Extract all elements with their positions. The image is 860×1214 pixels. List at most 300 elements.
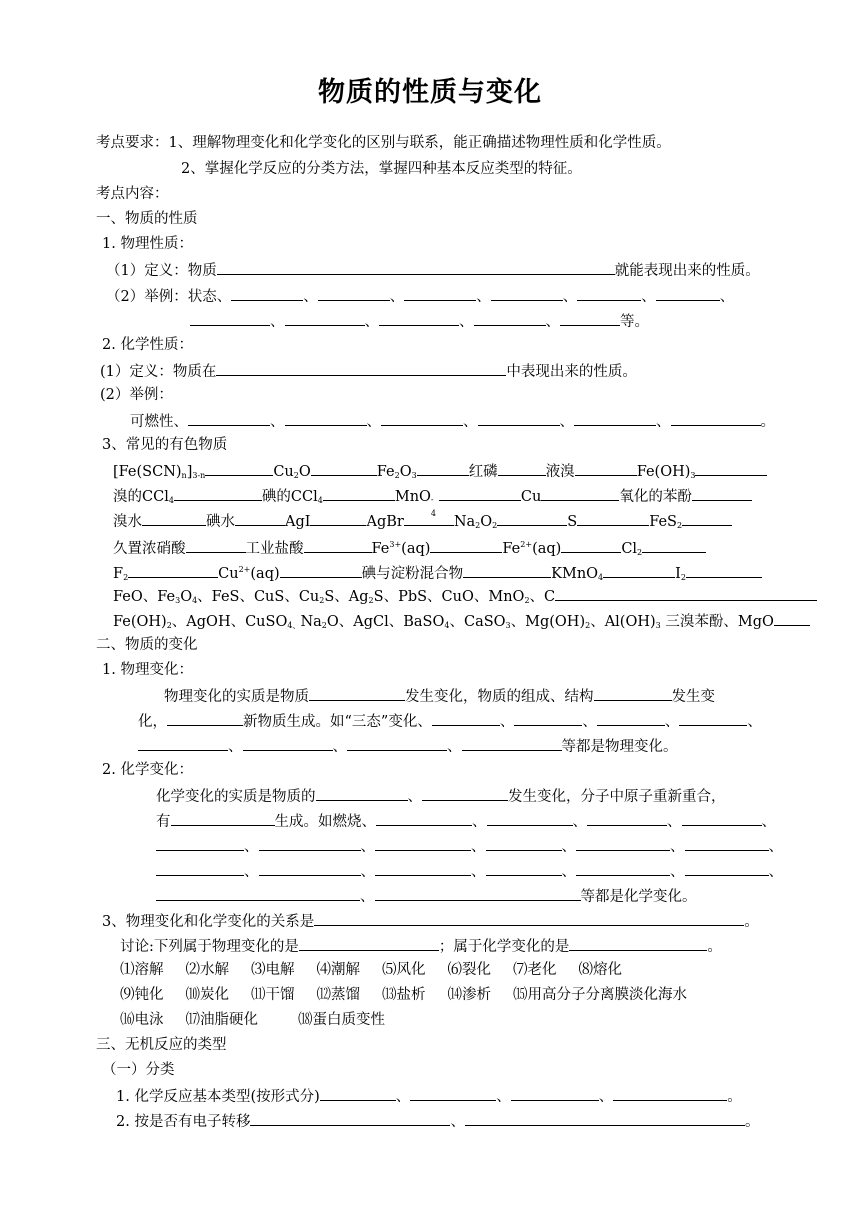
relationship-question <box>102 911 759 931</box>
classification-question-1 <box>116 1086 742 1106</box>
answer-blank[interactable] <box>695 461 767 476</box>
section-heading-changes: 二、物质的变化 <box>96 637 198 653</box>
comma: 、 <box>561 864 576 880</box>
formula: 碘的CCl <box>261 489 318 505</box>
answer-blank[interactable] <box>497 511 567 526</box>
comma: 、 <box>670 864 685 880</box>
formula: S、Ag <box>324 589 369 605</box>
physical-change-heading: 1. 物理变化： <box>102 662 193 678</box>
subscript: 2 <box>123 573 129 582</box>
physical-property-heading: 1. 物理性质： <box>102 236 193 252</box>
answer-blank[interactable] <box>692 486 752 501</box>
answer-blank[interactable] <box>439 486 521 501</box>
formula: Fe <box>376 464 395 480</box>
comma: 、 <box>360 864 375 880</box>
colored-substances-heading: 3、常见的有色物质 <box>102 437 228 453</box>
text: 化， <box>138 714 167 730</box>
examples-suffix: 等。 <box>620 314 649 330</box>
comma: 、 <box>360 839 375 855</box>
answer-blank[interactable] <box>486 861 562 876</box>
option-item: ⑹裂化 <box>447 962 491 978</box>
formula: O <box>480 514 493 530</box>
formula: FeO、Fe <box>113 589 176 605</box>
answer-blank[interactable] <box>376 811 472 826</box>
requirement-line-2: 2、掌握化学反应的分类方法，掌握四种基本反应类型的特征。 <box>181 161 582 177</box>
answer-blank[interactable] <box>574 411 656 426</box>
answer-blank[interactable] <box>314 911 744 926</box>
option-item: ⑸风化 <box>382 962 426 978</box>
comma: 、 <box>768 839 783 855</box>
formula: 、Mg(OH) <box>510 614 586 630</box>
colored-row-4 <box>113 536 706 562</box>
answer-blank[interactable] <box>487 811 573 826</box>
option-item: ⒀盐析 <box>382 987 426 1003</box>
answer-blank[interactable] <box>167 711 243 726</box>
comma: 、 <box>228 739 243 755</box>
answer-blank[interactable] <box>561 538 621 553</box>
comma: 、 <box>471 864 486 880</box>
answer-blank[interactable] <box>514 711 582 726</box>
comma: 、 <box>747 714 762 730</box>
option-item: ⑵水解 <box>185 962 229 978</box>
formula: 、C <box>529 589 556 605</box>
formula: F <box>113 566 124 582</box>
formula: [Fe(SCN) <box>113 464 182 480</box>
formula: KMnO <box>551 566 599 582</box>
subscript: 2 <box>293 471 299 480</box>
answer-blank[interactable] <box>156 861 244 876</box>
subscript: 2 <box>319 596 325 605</box>
formula: 、Al(OH) <box>590 614 656 630</box>
comma: 、 <box>447 739 462 755</box>
definition-prefix: （1）定义：物质 <box>106 263 217 279</box>
period: 。 <box>727 1089 742 1105</box>
answer-blank[interactable] <box>613 1086 727 1101</box>
subscript: 4、 <box>287 621 301 630</box>
option-item: ⒄油脂硬化 <box>185 1012 258 1028</box>
chemical-change-heading: 2. 化学变化： <box>102 762 193 778</box>
content-label: 考点内容： <box>96 186 169 202</box>
comma: 、 <box>476 289 491 305</box>
subscript: 2 <box>585 621 591 630</box>
section-heading-reaction-types: 三、无机反应的类型 <box>96 1037 227 1053</box>
formula: I <box>675 566 681 582</box>
substance-name: 久置浓硝酸 <box>113 541 186 557</box>
answer-blank[interactable] <box>577 511 649 526</box>
answer-blank[interactable] <box>280 563 362 578</box>
period: 。 <box>760 414 775 430</box>
subscript: 4 <box>444 621 450 630</box>
subscript: 3 <box>411 471 417 480</box>
answer-blank[interactable] <box>491 286 563 301</box>
answer-blank[interactable] <box>188 411 270 426</box>
subscript: 3 <box>175 596 181 605</box>
answer-blank[interactable] <box>205 461 273 476</box>
answer-blank[interactable] <box>316 786 408 801</box>
options-row-2 <box>120 986 687 1004</box>
options-row-3 <box>120 1011 385 1029</box>
comma: 、 <box>270 414 285 430</box>
answer-blank[interactable] <box>478 411 560 426</box>
subscript: 2 <box>524 596 530 605</box>
answer-blank[interactable] <box>174 486 262 501</box>
answer-blank[interactable] <box>323 486 395 501</box>
subscript: 2 <box>492 521 498 530</box>
answer-blank[interactable] <box>541 486 619 501</box>
text: 有 <box>156 814 171 830</box>
comma: 、 <box>244 839 259 855</box>
comma: 、 <box>463 414 478 430</box>
examples-prefix: （2）举例：状态、 <box>106 289 232 305</box>
comma: 、 <box>545 314 560 330</box>
subscript: n <box>181 471 187 480</box>
option-item: ⑷潮解 <box>316 962 360 978</box>
requirement-line-1 <box>96 134 671 152</box>
option-item: ⑼钝化 <box>120 987 164 1003</box>
text: 等都是化学变化。 <box>580 889 697 905</box>
classification-question-2 <box>116 1111 759 1131</box>
comma: 、 <box>389 289 405 305</box>
formula: Fe <box>371 541 390 557</box>
answer-blank[interactable] <box>685 861 769 876</box>
formula: AgI <box>285 514 311 530</box>
subscript: 2 <box>676 521 683 530</box>
classification-heading: （一）分类 <box>102 1062 175 1078</box>
answer-blank[interactable] <box>156 886 360 901</box>
answer-blank[interactable] <box>656 286 720 301</box>
answer-blank[interactable] <box>217 260 615 275</box>
answer-blank[interactable] <box>642 538 706 553</box>
comma: 、 <box>561 839 576 855</box>
definition-suffix: 就能表现出来的性质。 <box>614 263 760 279</box>
text: 物理变化的实质是物质 <box>164 689 309 705</box>
colored-row-1 <box>113 461 767 485</box>
discussion-question <box>120 936 722 956</box>
chemical-change-line-1 <box>156 786 726 806</box>
substance-name: 碘水 <box>206 514 235 530</box>
answer-blank[interactable] <box>682 811 762 826</box>
subscript: 2 <box>394 471 400 480</box>
formula: 、AgOH、CuSO <box>171 614 288 630</box>
answer-blank[interactable] <box>576 861 670 876</box>
answer-blank[interactable] <box>243 736 333 751</box>
text: 发生变 <box>671 689 715 705</box>
substance-name: 碘与淀粉混合物 <box>361 566 464 582</box>
comma: 、 <box>768 864 783 880</box>
answer-blank[interactable] <box>486 836 562 851</box>
comma: 、 <box>366 414 381 430</box>
answer-blank[interactable] <box>231 286 303 301</box>
answer-blank[interactable] <box>285 311 365 326</box>
subscript: 3-n <box>192 471 206 480</box>
answer-blank[interactable] <box>190 311 270 326</box>
answer-blank[interactable] <box>594 686 672 701</box>
comma: 、 <box>459 314 474 330</box>
formula: MnO <box>394 489 431 505</box>
text: ；属于化学变化的是 <box>438 939 570 955</box>
text: 发生变化，物质的组成、结构 <box>405 689 594 705</box>
formula: Cu <box>520 489 542 505</box>
answer-blank[interactable] <box>603 563 675 578</box>
answer-blank[interactable] <box>128 563 218 578</box>
answer-blank[interactable] <box>311 461 377 476</box>
chemical-change-line-2 <box>156 811 776 831</box>
formula: Cu <box>273 464 294 480</box>
option-item: ⑿蒸馏 <box>316 987 360 1003</box>
option-item: ⒁渗析 <box>447 987 491 1003</box>
text: 2. 按是否有电子转移 <box>116 1114 251 1130</box>
text: 发生变化，分子中原子重新重合， <box>508 789 726 805</box>
subscript: 2 <box>475 521 481 530</box>
formula: 溴的CCl <box>113 489 169 505</box>
answer-blank[interactable] <box>511 1086 599 1101</box>
substance-name: 三溴苯酚、MgO <box>660 614 774 630</box>
answer-blank[interactable] <box>597 711 665 726</box>
chemical-property-heading: 2. 化学性质： <box>102 337 193 353</box>
formula: ] <box>186 464 193 480</box>
answer-blank[interactable] <box>320 1086 396 1101</box>
option-item: ⒃电泳 <box>120 1012 164 1028</box>
comma: 、 <box>656 414 671 430</box>
subscript: 4 <box>430 509 437 518</box>
answer-blank[interactable] <box>410 1086 496 1101</box>
comma: 、 <box>450 1114 465 1130</box>
answer-blank[interactable] <box>404 511 454 526</box>
text: 新物质生成。如“三态”变化、 <box>243 714 432 730</box>
answer-blank[interactable] <box>575 461 637 476</box>
answer-blank[interactable] <box>309 686 405 701</box>
comma: 、 <box>572 814 587 830</box>
subscript: 4 <box>317 496 323 505</box>
answer-blank[interactable] <box>379 311 459 326</box>
formula: FeS <box>649 514 677 530</box>
answer-blank[interactable] <box>381 411 463 426</box>
answer-blank[interactable] <box>685 836 769 851</box>
subscript: 4 <box>168 496 174 505</box>
formula: 、FeS、CuS、Cu <box>197 589 320 605</box>
comma: 、 <box>407 789 422 805</box>
formula: O、AgCl、BaSO <box>326 614 445 630</box>
answer-blank[interactable] <box>671 411 761 426</box>
colored-row-2 <box>113 486 752 518</box>
superscript: 2+ <box>238 565 251 574</box>
comma: 、 <box>360 889 375 905</box>
text: 化学变化的实质是物质的 <box>156 789 316 805</box>
subscript: 4 <box>192 596 198 605</box>
answer-blank[interactable] <box>171 811 275 826</box>
comma: 、 <box>499 714 515 730</box>
period: 。 <box>707 939 722 955</box>
answer-blank[interactable] <box>310 511 366 526</box>
subscript: 2 <box>321 621 327 630</box>
answer-blank[interactable] <box>156 836 244 851</box>
answer-blank[interactable] <box>375 886 581 901</box>
text: 等都是物理变化。 <box>561 739 678 755</box>
comma: 、 <box>562 289 578 305</box>
subscript: 3 <box>505 621 511 630</box>
text: 讨论:下列属于物理变化的是 <box>120 939 299 955</box>
formula: O <box>180 589 193 605</box>
answer-blank[interactable] <box>560 311 620 326</box>
physical-property-examples <box>106 286 734 306</box>
answer-blank[interactable] <box>216 361 506 376</box>
answer-blank[interactable] <box>465 1111 745 1126</box>
comma: 、 <box>761 814 776 830</box>
answer-blank[interactable] <box>404 286 476 301</box>
comma: 、 <box>395 1089 411 1105</box>
substance-name: 工业盐酸 <box>245 541 304 557</box>
answer-blank[interactable] <box>474 311 546 326</box>
superscript: 3+ <box>389 540 402 549</box>
comma: 、 <box>667 814 682 830</box>
physical-change-line-1 <box>164 686 715 706</box>
comma: 、 <box>472 814 487 830</box>
comma: 、 <box>471 839 486 855</box>
answer-blank[interactable] <box>304 538 372 553</box>
answer-blank[interactable] <box>142 511 206 526</box>
requirement-label: 考点要求： <box>96 135 169 151</box>
superscript: 2+ <box>520 540 533 549</box>
subscript: 3 <box>655 621 661 630</box>
formula: S、PbS、CuO、MnO <box>373 589 525 605</box>
answer-blank[interactable] <box>569 936 707 951</box>
answer-blank[interactable] <box>774 611 810 626</box>
chemical-change-line-5 <box>156 886 697 906</box>
comma: 、 <box>719 289 735 305</box>
substance-name: 溴水 <box>113 514 142 530</box>
formula: (aq) <box>401 541 431 557</box>
subscript: 2 <box>166 621 172 630</box>
chemical-property-examples <box>130 411 775 431</box>
answer-blank[interactable] <box>682 511 732 526</box>
option-item: ⑺老化 <box>513 962 557 978</box>
colored-row-7 <box>113 611 810 635</box>
comma: 、 <box>598 1089 614 1105</box>
definition-prefix: (1）定义：物质在 <box>100 364 217 380</box>
formula: Fe <box>502 541 521 557</box>
section-heading-properties: 一、物质的性质 <box>96 211 198 227</box>
answer-blank[interactable] <box>138 736 228 751</box>
answer-blank[interactable] <box>498 461 546 476</box>
answer-blank[interactable] <box>686 563 762 578</box>
formula: O <box>399 464 412 480</box>
subscript: 4 <box>598 573 604 582</box>
formula: AgBr <box>366 514 404 530</box>
requirement-text: 1、理解物理变化和化学变化的区别与联系，能正确描述物理性质和化学性质。 <box>168 135 671 151</box>
period: 。 <box>744 1114 760 1130</box>
examples-prefix: 可燃性、 <box>130 414 188 430</box>
answer-blank[interactable] <box>422 786 508 801</box>
comma: 、 <box>496 1089 511 1105</box>
formula: Cu <box>218 566 239 582</box>
answer-blank[interactable] <box>259 836 361 851</box>
superscript: - <box>430 495 434 504</box>
answer-blank[interactable] <box>577 286 641 301</box>
answer-blank[interactable] <box>259 861 361 876</box>
period: 。 <box>744 914 759 930</box>
definition-suffix: 中表现出来的性质。 <box>506 364 637 380</box>
comma: 、 <box>582 714 597 730</box>
physical-change-line-2 <box>138 711 762 731</box>
answer-blank[interactable] <box>417 461 469 476</box>
option-item: ⑴溶解 <box>120 962 164 978</box>
answer-blank[interactable] <box>318 286 390 301</box>
comma: 、 <box>641 289 656 305</box>
answer-blank[interactable] <box>285 411 367 426</box>
physical-change-line-3 <box>138 736 678 756</box>
option-item: ⒂用高分子分离膜淡化海水 <box>513 987 687 1003</box>
comma: 、 <box>332 739 347 755</box>
subscript: 2 <box>368 596 374 605</box>
subscript: 2 <box>680 573 686 582</box>
formula: O <box>298 464 311 480</box>
chemical-property-examples-heading: (2）举例： <box>100 387 173 403</box>
formula: (aq) <box>532 541 562 557</box>
formula: Na <box>453 514 476 530</box>
formula: (aq) <box>250 566 280 582</box>
option-item: ⑽炭化 <box>185 987 229 1003</box>
formula: 、CaSO <box>449 614 506 630</box>
formula: S <box>567 514 578 530</box>
answer-blank[interactable] <box>186 538 246 553</box>
physical-property-examples-cont <box>190 311 649 331</box>
option-item: ⑻熔化 <box>578 962 622 978</box>
chemical-property-definition <box>100 361 637 381</box>
chemical-change-line-3 <box>156 836 783 856</box>
formula: Na <box>300 614 322 630</box>
answer-blank[interactable] <box>432 711 500 726</box>
substance-name: 氧化的苯酚 <box>619 489 692 505</box>
answer-blank[interactable] <box>587 811 667 826</box>
answer-blank[interactable] <box>235 511 285 526</box>
answer-blank[interactable] <box>375 861 471 876</box>
answer-blank[interactable] <box>462 736 562 751</box>
colored-row-6 <box>113 586 817 610</box>
comma: 、 <box>244 864 259 880</box>
comma: 、 <box>303 289 318 305</box>
subscript: 2 <box>637 548 643 557</box>
option-item: ⑶电解 <box>251 962 295 978</box>
formula: Fe(OH) <box>636 464 691 480</box>
formula: Cl <box>621 541 638 557</box>
subscript: 3 <box>690 471 696 480</box>
chemical-change-line-4 <box>156 861 783 881</box>
text: 生成。如燃烧、 <box>274 814 376 830</box>
answer-blank[interactable] <box>250 1111 450 1126</box>
answer-blank[interactable] <box>555 586 817 601</box>
answer-blank[interactable] <box>375 836 471 851</box>
option-item: ⑾干馏 <box>251 987 295 1003</box>
physical-property-definition <box>106 260 760 280</box>
answer-blank[interactable] <box>463 563 551 578</box>
options-row-1 <box>120 961 622 979</box>
comma: 、 <box>270 314 285 330</box>
text: 3、物理变化和化学变化的关系是 <box>102 914 315 930</box>
answer-blank[interactable] <box>679 711 747 726</box>
answer-blank[interactable] <box>576 836 670 851</box>
page-title: 物质的性质与变化 <box>318 77 542 108</box>
answer-blank[interactable] <box>430 538 502 553</box>
answer-blank[interactable] <box>347 736 447 751</box>
text: 1. 化学反应基本类型(按形式分) <box>116 1089 320 1105</box>
comma: 、 <box>670 839 685 855</box>
substance-name: 红磷 <box>468 464 498 480</box>
substance-name: 液溴 <box>545 464 575 480</box>
comma: 、 <box>664 714 680 730</box>
colored-row-5 <box>113 561 762 587</box>
answer-blank[interactable] <box>299 936 439 951</box>
comma: 、 <box>364 314 379 330</box>
